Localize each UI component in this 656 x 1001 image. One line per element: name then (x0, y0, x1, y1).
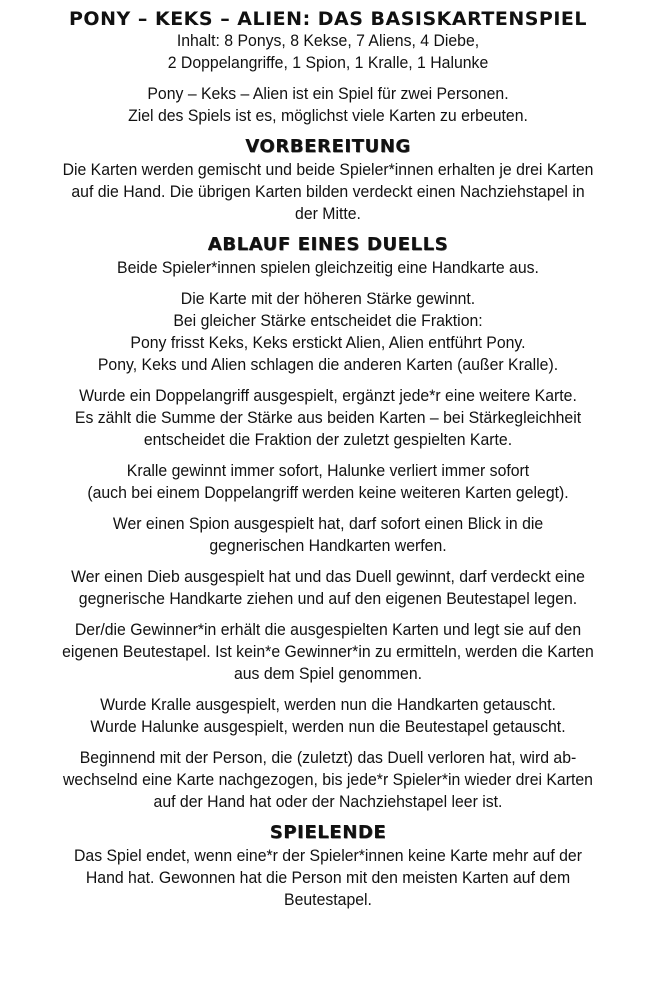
duel-line: Pony frisst Keks, Keks erstickt Alien, Alien entführt Pony. (130, 333, 526, 352)
intro-line: Pony – Keks – Alien ist ein Spiel für zwei Personen. (147, 84, 509, 103)
heading-preparation: VORBEREITUNG (245, 136, 411, 157)
preparation-line: Die Karten werden gemischt und beide Spieler*innen erhalten je drei Karten (62, 160, 594, 179)
end-line: Beutestapel. (284, 890, 372, 909)
end-line: Hand hat. Gewonnen hat die Person mit den meisten Karten auf dem (85, 868, 571, 887)
intro-line: Ziel des Spiels ist es, möglichst viele Karten zu erbeuten. (128, 106, 528, 125)
contents-line: 2 Doppelangriffe, 1 Spion, 1 Kralle, 1 Halunke (167, 53, 489, 72)
duel-line: Wurde Halunke ausgespielt, werden nun die Beutestapel getauscht. (90, 717, 566, 736)
end-paragraph (30, 845, 625, 911)
duel-line: Bei gleicher Stärke entscheidet die Fraktion: (173, 311, 483, 330)
duel-line: (auch bei einem Doppelangriff werden keine weiteren Karten gelegt). (87, 483, 569, 502)
duel-paragraph (30, 694, 625, 738)
duel-line: Pony, Keks und Alien schlagen die anderen Karten (außer Kralle). (97, 355, 559, 374)
duel-line: Wer einen Spion ausgespielt hat, darf sofort einen Blick in die (112, 514, 544, 533)
preparation-line: auf die Hand. Die übrigen Karten bilden verdeckt einen Nachziehstapel in (71, 182, 585, 201)
duel-paragraph (30, 460, 625, 504)
heading-duel: ABLAUF EINES DUELLS (207, 234, 449, 255)
duel-line: Der/die Gewinner*in erhält die ausgespielten Karten und legt sie auf den (74, 620, 582, 639)
contents-paragraph (30, 30, 625, 74)
duel-paragraph (30, 513, 625, 557)
preparation-line: der Mitte. (295, 204, 361, 223)
duel-line: wechselnd eine Karte nachgezogen, bis jede*r Spieler*in wieder drei Karten (63, 770, 593, 789)
duel-line: Wurde ein Doppelangriff ausgespielt, ergänzt jede*r eine weitere Karte. (79, 386, 577, 405)
page-title: PONY – KEKS – ALIEN: DAS BASISKARTENSPIEL (69, 8, 587, 30)
duel-line: Wurde Kralle ausgespielt, werden nun die Handkarten getauscht. (100, 695, 556, 714)
intro-paragraph (30, 83, 625, 127)
duel-line: eigenen Beutestapel. Ist kein*e Gewinner*in zu ermitteln, werden die Karten (62, 642, 594, 661)
duel-line: entscheidet die Fraktion der zuletzt gespielten Karte. (143, 430, 513, 449)
duel-line: Die Karte mit der höheren Stärke gewinnt. (180, 289, 476, 308)
duel-line: Beide Spieler*innen spielen gleichzeitig eine Handkarte aus. (117, 258, 539, 277)
heading-end: SPIELENDE (269, 822, 387, 843)
contents-line: Inhalt: 8 Ponys, 8 Kekse, 7 Aliens, 4 Diebe, (176, 31, 480, 50)
duel-paragraph (30, 385, 625, 451)
duel-line: Es zählt die Summe der Stärke aus beiden Karten – bei Stärkegleichheit (74, 408, 582, 427)
rules-page (8, 0, 648, 911)
duel-line: gegnerischen Handkarten werfen. (209, 536, 447, 555)
duel-paragraph (30, 257, 625, 279)
duel-line: Wer einen Dieb ausgespielt hat und das Duell gewinnt, darf verdeckt eine (71, 567, 585, 586)
duel-line: auf der Hand hat oder der Nachziehstapel leer ist. (153, 792, 503, 811)
duel-line: gegnerische Handkarte ziehen und auf den eigenen Beutestapel legen. (78, 589, 578, 608)
duel-paragraph (30, 566, 625, 610)
duel-line: Kralle gewinnt immer sofort, Halunke verliert immer sofort (126, 461, 530, 480)
duel-line: aus dem Spiel genommen. (233, 664, 423, 683)
duel-paragraph (30, 288, 625, 376)
duel-paragraph (30, 619, 625, 685)
duel-line: Beginnend mit der Person, die (zuletzt) das Duell verloren hat, wird ab- (79, 748, 577, 767)
duel-paragraph (30, 747, 625, 813)
preparation-paragraph (30, 159, 625, 225)
end-line: Das Spiel endet, wenn eine*r der Spieler*innen keine Karte mehr auf der (74, 846, 582, 865)
